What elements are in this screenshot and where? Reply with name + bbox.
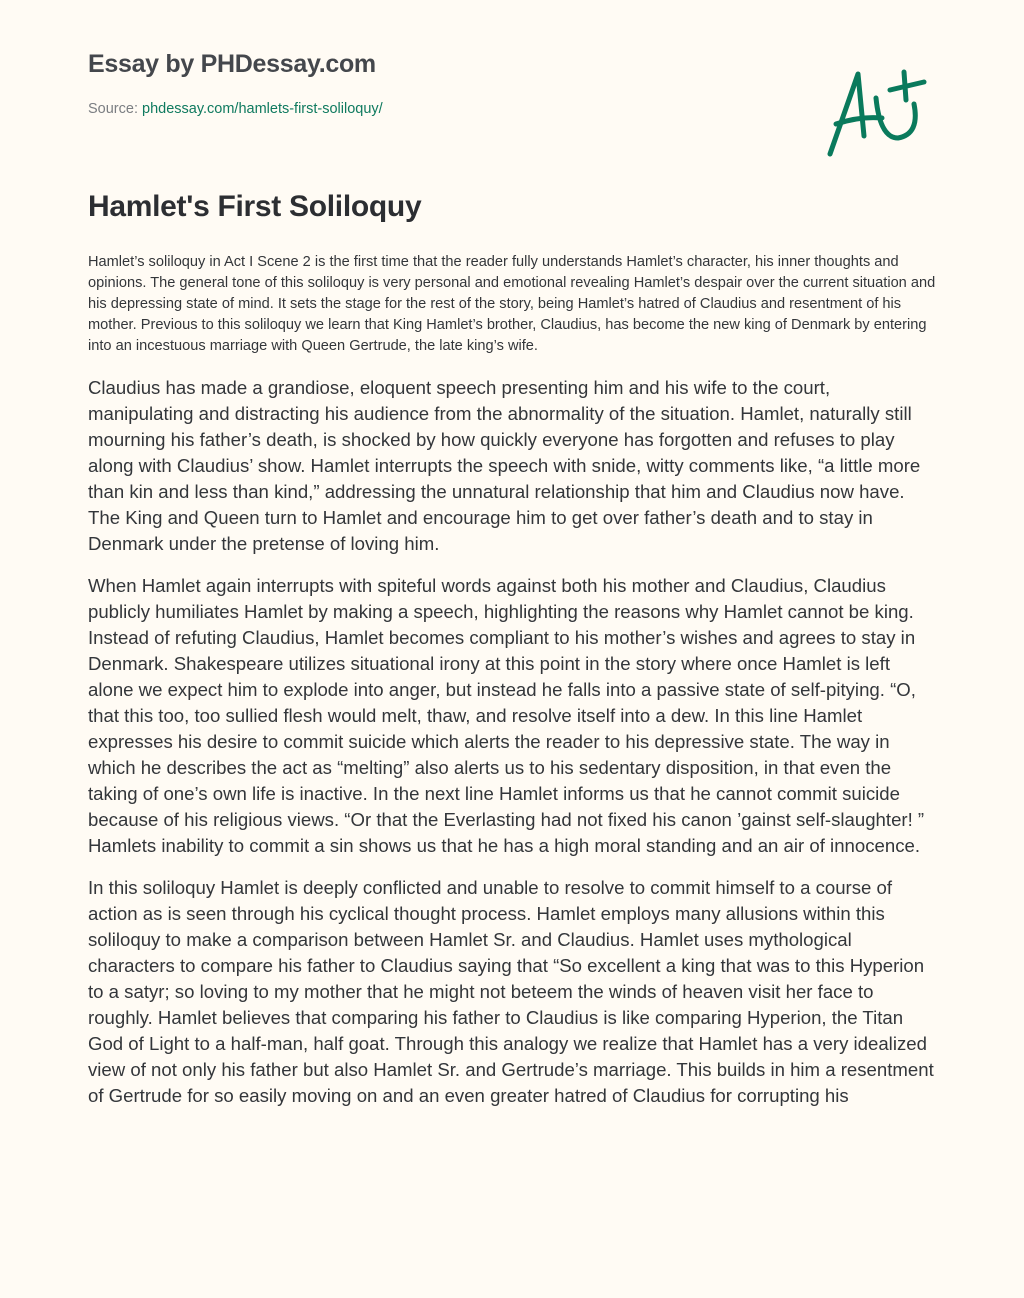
a-plus-logo-icon: [820, 64, 930, 164]
essay-title: Hamlet's First Soliloquy: [88, 190, 422, 223]
intro-paragraph: Hamlet’s soliloquy in Act I Scene 2 is the first time that the reader fully understands Hamlet’s character, his inner thoughts and opinions. The general tone of this soliloquy is very personal and emotional revealing Hamlet’s despair over the current situation and his depressing state of mind. It sets the stage for the rest of the story, being Hamlet’s hatred of Claudius and resentment of his mother. Previous to this soliloquy we learn that King Hamlet’s brother, Claudius, has become the new king of Denmark by entering into an incestuous marriage with Queen Gertrude, the late king’s wife.: [88, 254, 936, 354]
source-line: [88, 101, 383, 117]
body-paragraph: When Hamlet again interrupts with spiteful words against both his mother and Claudius, Claudius publicly humiliates Hamlet by making a speech, highlighting the reasons why Hamlet cannot be king. Instead of refuting Claudius, Hamlet becomes compliant to his mother’s wishes and agrees to stay in Denmark. Shakespeare utilizes situational irony at this point in the story where once Hamlet is left alone we expect him to explode into anger, but instead he falls into a passive state of self-pitying. “O, that this too, too sullied flesh would melt, thaw, and resolve itself into a dew. In this line Hamlet expresses his desire to commit suicide which alerts the reader to his depressive state. The way in which he describes the act as “melting” also alerts us to his sedentary disposition, in that even the taking of one’s own life is inactive. In the next line Hamlet informs us that he cannot commit suicide because of his religious views. “Or that the Everlasting had not fixed his canon ’gainst self-slaughter! ” Hamlets inability to commit a sin shows us that he has a high moral standing and an air of innocence.: [88, 575, 925, 856]
essay-body: [88, 252, 940, 1125]
source-link[interactable]: phdessay.com/hamlets-first-soliloquy/: [142, 101, 383, 117]
body-paragraph: Claudius has made a grandiose, eloquent speech presenting him and his wife to the court, manipulating and distracting his audience from the abnormality of the situation. Hamlet, naturally still mourning his father’s death, is shocked by how quickly everyone has forgotten and refuses to play along with Claudius’ show. Hamlet interrupts the speech with snide, witty comments like, “a little more than kin and less than kind,” addressing the unnatural relationship that him and Claudius now have. The King and Queen turn to Hamlet and encourage him to get over father’s death and to stay in Denmark under the pretense of loving him.: [88, 377, 921, 554]
body-paragraph: In this soliloquy Hamlet is deeply conflicted and unable to resolve to commit himself to a course of action as is seen through his cyclical thought process. Hamlet employs many allusions within this soliloquy to make a comparison between Hamlet Sr. and Claudius. Hamlet uses mythological characters to compare his father to Claudius saying that “So excellent a king that was to this Hyperion to a satyr; so loving to my mother that he might not beteem the winds of heaven visit her face to roughly. Hamlet believes that comparing his father to Claudius is like comparing Hyperion, the Titan God of Light to a half-man, half goat. Through this analogy we realize that Hamlet has a very idealized view of not only his father but also Hamlet Sr. and Gertrude’s marriage. This builds in him a resentment of Gertrude for so easily moving on and an even greater hatred of Claudius for corrupting his: [88, 877, 934, 1106]
site-brand: Essay by PHDessay.com: [88, 50, 376, 78]
source-label: Source:: [88, 101, 142, 117]
